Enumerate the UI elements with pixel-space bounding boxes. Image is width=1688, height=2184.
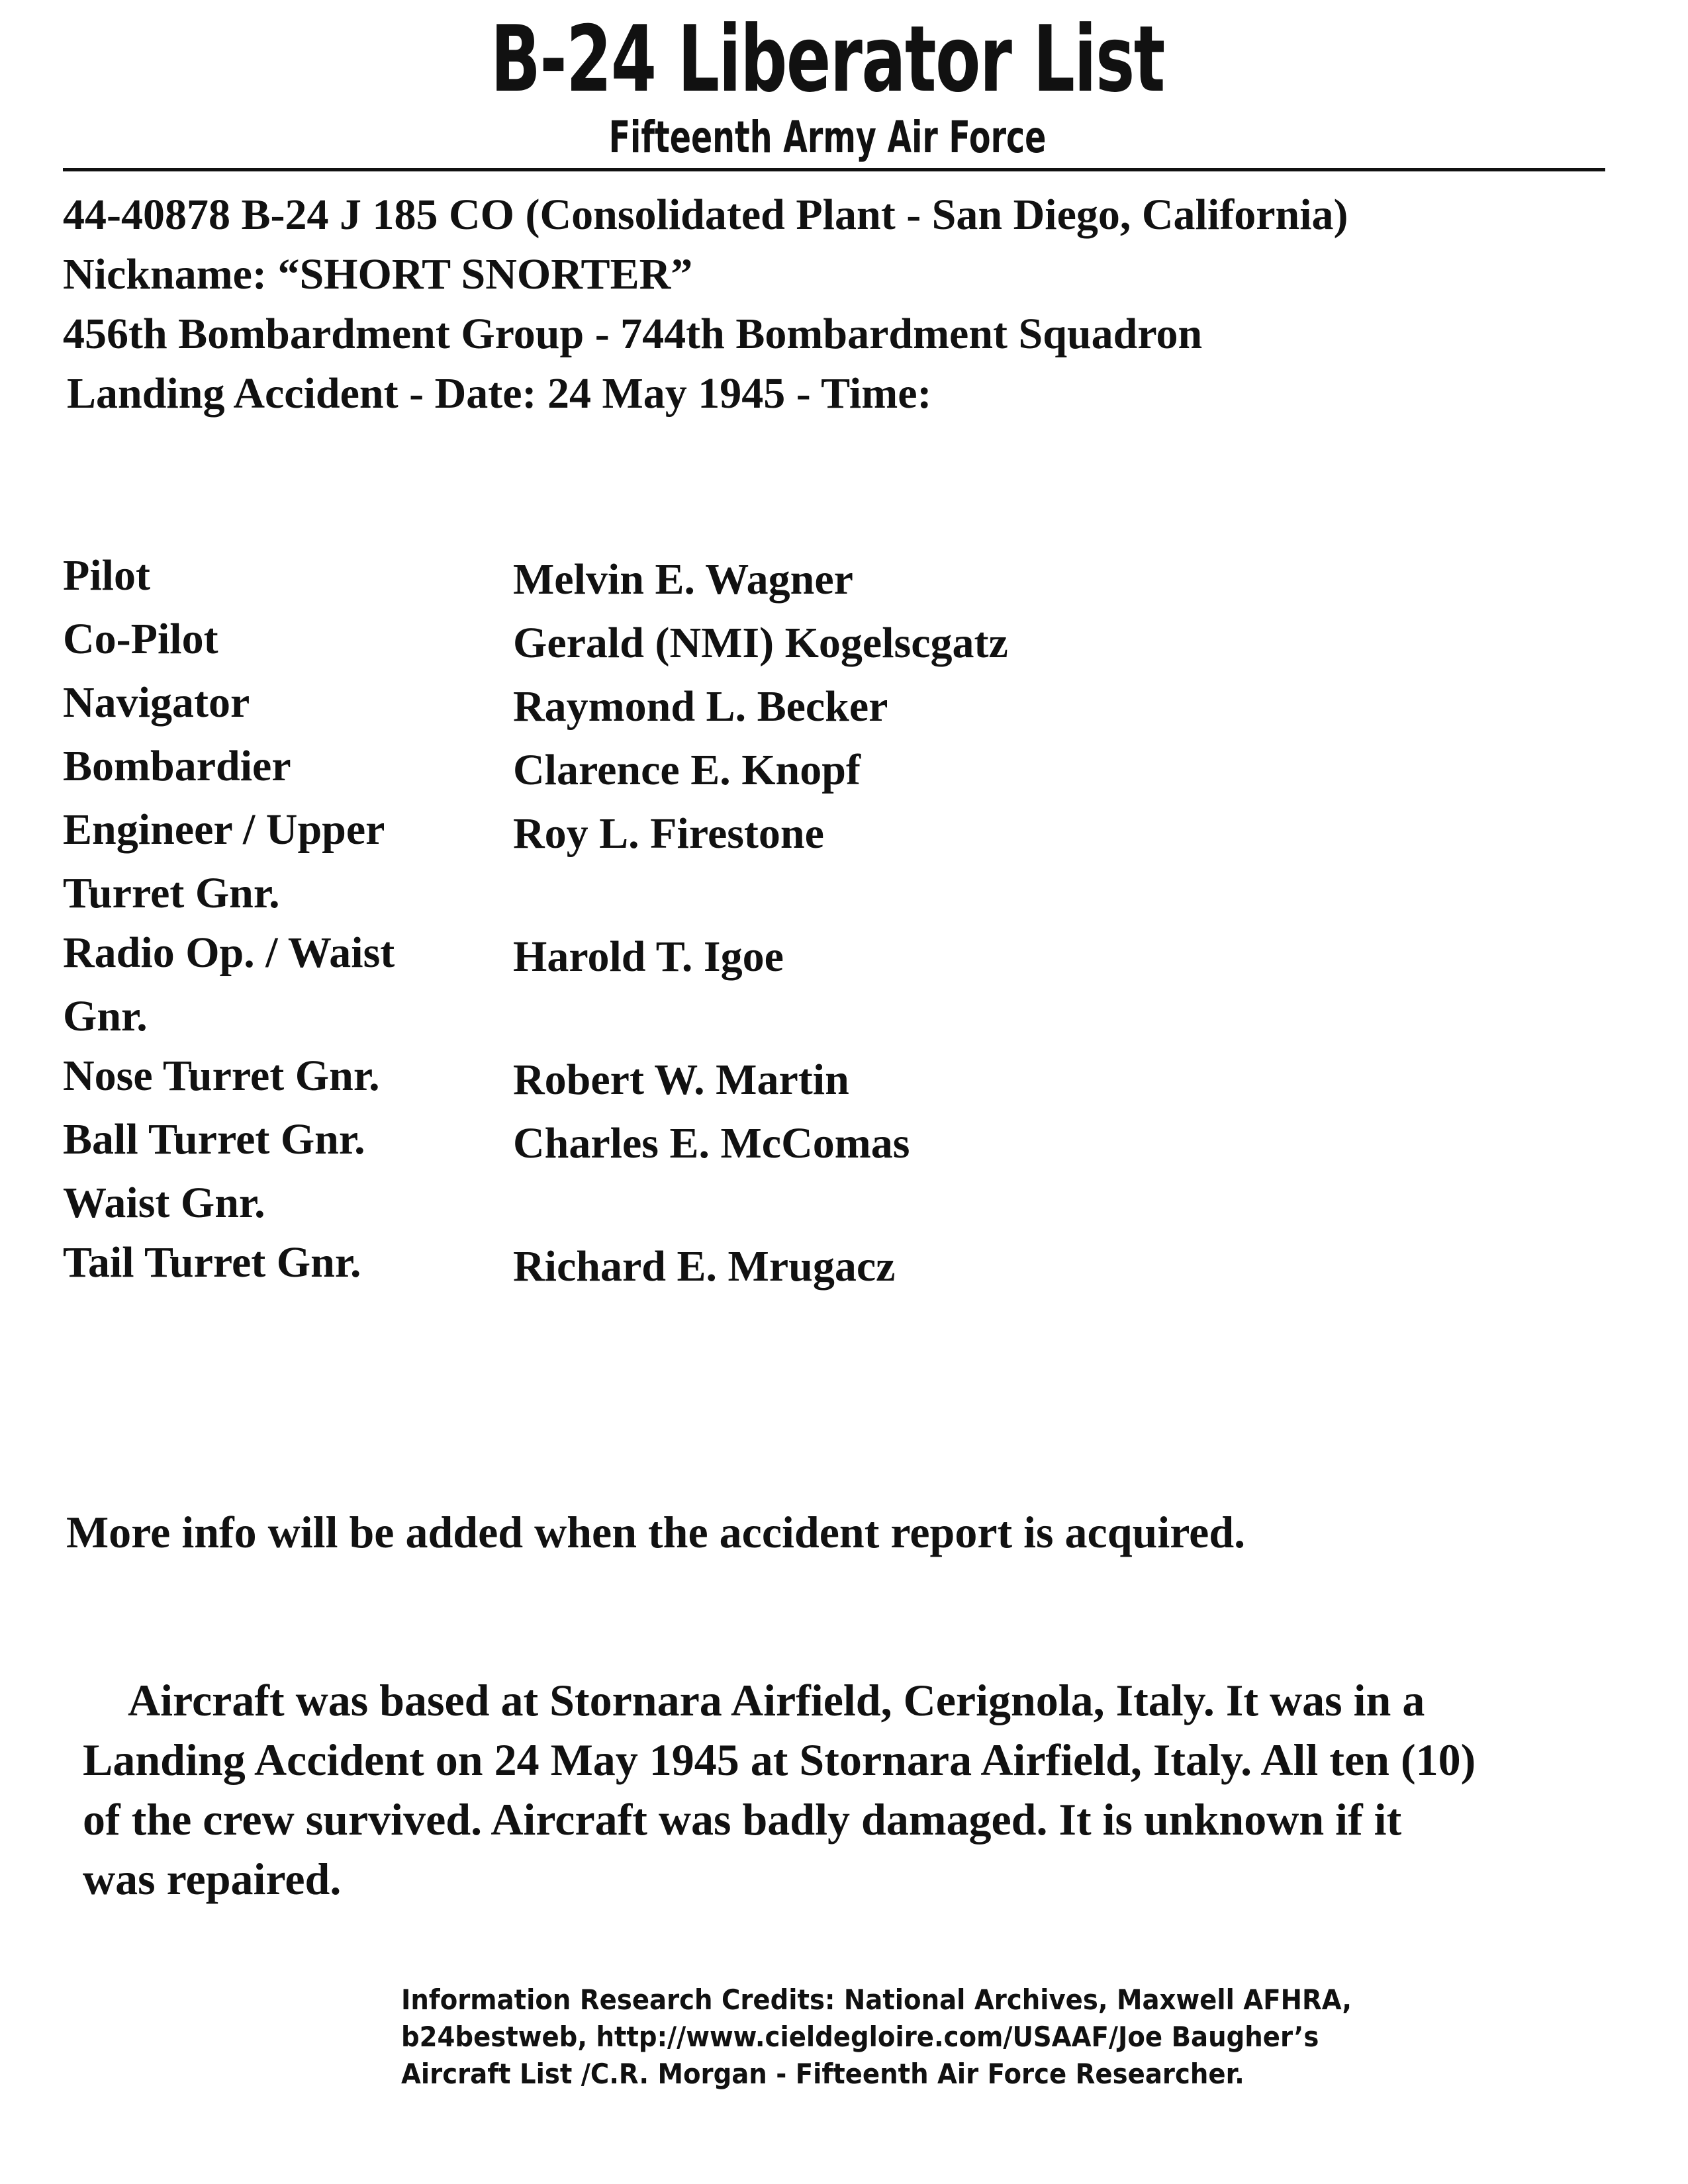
crew-row (63, 1046, 1585, 1110)
event-line: Landing Accident - Date: 24 May 1945 - Time: (67, 369, 932, 418)
crew-row (63, 546, 1585, 610)
crew-row (63, 923, 1585, 987)
crew-role: Engineer / Upper (63, 805, 385, 854)
crew-name: Roy L. Firestone (513, 809, 824, 858)
crew-role: Radio Op. / Waist (63, 929, 395, 977)
crew-name: Charles E. McComas (513, 1119, 910, 1167)
crew-role: Co-Pilot (63, 615, 218, 663)
crew-name: Melvin E. Wagner (513, 555, 853, 604)
page-subtitle: Fifteenth Army Air Force (608, 112, 1047, 163)
crew-name: Harold T. Igoe (513, 933, 784, 981)
crew-row (63, 1233, 1585, 1297)
crew-role: Waist Gnr. (63, 1179, 265, 1227)
summary-line: was repaired. (83, 1854, 342, 1904)
summary-line: of the crew survived. Aircraft was badly damaged. It is unknown if it (83, 1794, 1402, 1844)
crew-row (63, 864, 1585, 923)
crew-name: Robert W. Martin (513, 1056, 849, 1104)
crew-role: Navigator (63, 678, 250, 727)
summary-line: Aircraft was based at Stornara Airfield, Cerignola, Italy. It was in a (128, 1675, 1425, 1725)
credits-line: Information Research Credits: National Archives, Maxwell AFHRA, (401, 1983, 1352, 2016)
crew-role: Ball Turret Gnr. (63, 1115, 365, 1163)
crew-name: Richard E. Mrugacz (513, 1242, 896, 1291)
crew-role: Gnr. (63, 992, 148, 1040)
title-divider (63, 168, 1605, 171)
pending-info-note: More info will be added when the accident report is acquired. (66, 1507, 1246, 1557)
summary-paragraph (83, 1670, 1632, 1909)
page-title: B-24 Liberator List (491, 6, 1164, 113)
nickname-line: Nickname: “SHORT SNORTER” (63, 250, 693, 298)
crew-row (63, 1110, 1585, 1173)
crew-list (63, 546, 1585, 1297)
research-credits (401, 1981, 1352, 2093)
crew-name: Raymond L. Becker (513, 682, 888, 731)
crew-row (63, 987, 1585, 1046)
crew-row (63, 737, 1585, 800)
crew-role: Tail Turret Gnr. (63, 1238, 361, 1287)
crew-role: Bombardier (63, 742, 291, 790)
crew-row (63, 800, 1585, 864)
unit-line: 456th Bombardment Group - 744th Bombardment Squadron (63, 310, 1203, 358)
crew-role: Turret Gnr. (63, 869, 280, 917)
serial-line: 44-40878 B-24 J 185 CO (Consolidated Plant - San Diego, California) (63, 191, 1348, 239)
crew-row (63, 673, 1585, 737)
crew-row (63, 1173, 1585, 1233)
summary-line: Landing Accident on 24 May 1945 at Stornara Airfield, Italy. All ten (10) (83, 1735, 1476, 1785)
crew-name: Gerald (NMI) Kogelscgatz (513, 619, 1008, 667)
credits-line: Aircraft List /C.R. Morgan - Fifteenth Air Force Researcher. (401, 2058, 1244, 2090)
crew-row (63, 610, 1585, 673)
aircraft-header (63, 185, 1348, 424)
crew-role: Pilot (63, 551, 150, 600)
crew-role: Nose Turret Gnr. (63, 1052, 380, 1100)
credits-line: b24bestweb, http://www.cieldegloire.com/USAAF/Joe Baugher’s (401, 2021, 1319, 2053)
crew-name: Clarence E. Knopf (513, 746, 861, 794)
